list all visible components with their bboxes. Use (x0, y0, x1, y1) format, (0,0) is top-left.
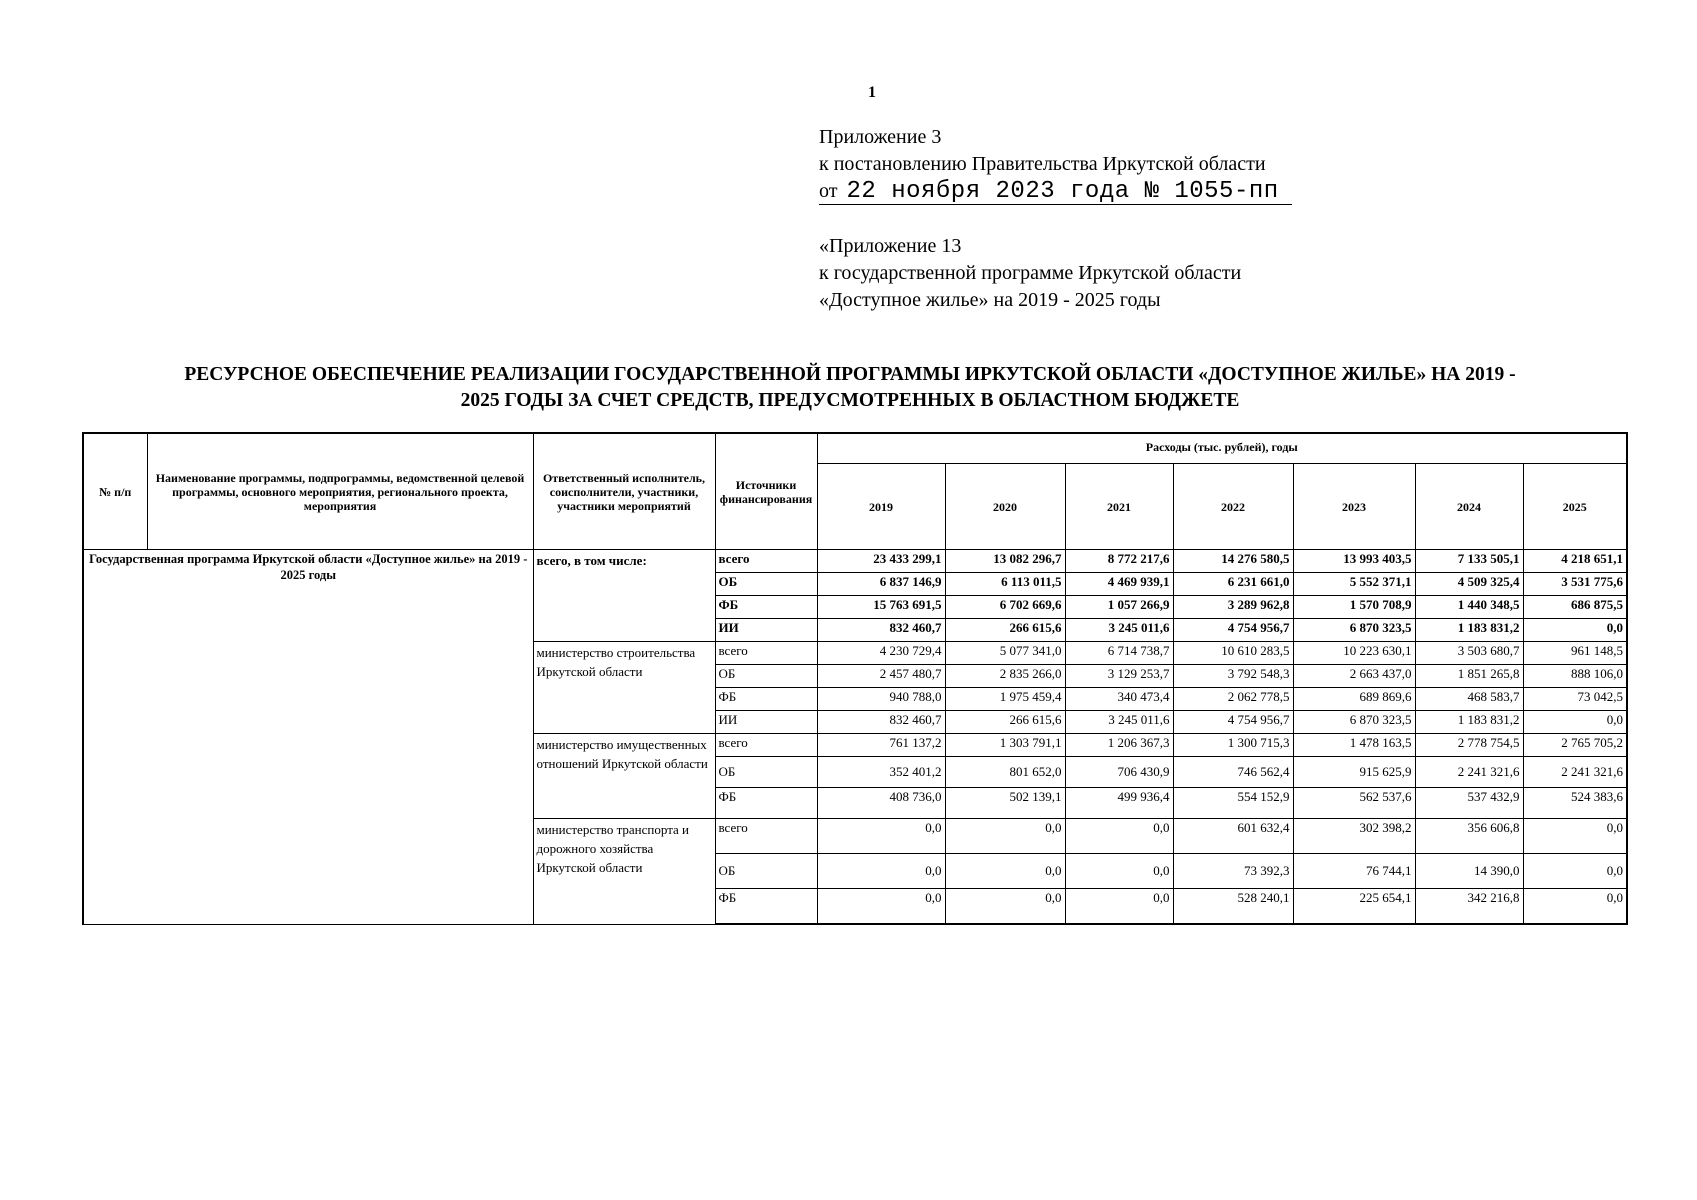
value-cell: 4 754 956,7 (1173, 619, 1293, 642)
value-cell: 562 537,6 (1293, 788, 1415, 819)
program-appendix-block (819, 233, 1241, 314)
value-cell: 6 837 146,9 (817, 573, 945, 596)
value-cell: 6 113 011,5 (945, 573, 1065, 596)
source-cell: ИИ (715, 619, 817, 642)
decree-prefix: от (819, 180, 838, 202)
header-year: 2025 (1523, 464, 1627, 550)
value-cell: 537 432,9 (1415, 788, 1523, 819)
value-cell: 2 457 480,7 (817, 665, 945, 688)
value-cell: 0,0 (1065, 819, 1173, 854)
value-cell: 4 754 956,7 (1173, 711, 1293, 734)
value-cell: 940 788,0 (817, 688, 945, 711)
value-cell: 4 230 729,4 (817, 642, 945, 665)
value-cell: 3 129 253,7 (1065, 665, 1173, 688)
source-cell: ОБ (715, 757, 817, 788)
value-cell: 0,0 (1065, 854, 1173, 889)
header-name: Наименование программы, подпрограммы, ведомственной целевой программы, основного мероприятия, регионального проекта, мероприятия (147, 433, 533, 550)
header-year: 2024 (1415, 464, 1523, 550)
value-cell: 340 473,4 (1065, 688, 1173, 711)
header-year: 2022 (1173, 464, 1293, 550)
value-cell: 352 401,2 (817, 757, 945, 788)
header-executor: Ответственный исполнитель, соисполнители, участники, участники мероприятий (533, 433, 715, 550)
value-cell: 76 744,1 (1293, 854, 1415, 889)
resource-table (82, 432, 1628, 925)
header-year: 2021 (1065, 464, 1173, 550)
value-cell: 0,0 (1523, 889, 1627, 925)
value-cell: 14 276 580,5 (1173, 550, 1293, 573)
value-cell: 4 218 651,1 (1523, 550, 1627, 573)
value-cell: 13 082 296,7 (945, 550, 1065, 573)
value-cell: 0,0 (945, 854, 1065, 889)
value-cell: 356 606,8 (1415, 819, 1523, 854)
source-cell: всего (715, 819, 817, 854)
value-cell: 2 241 321,6 (1415, 757, 1523, 788)
value-cell: 3 245 011,6 (1065, 711, 1173, 734)
source-cell: всего (715, 550, 817, 573)
value-cell: 686 875,5 (1523, 596, 1627, 619)
value-cell: 10 223 630,1 (1293, 642, 1415, 665)
value-cell: 1 303 791,1 (945, 734, 1065, 757)
value-cell: 0,0 (817, 819, 945, 854)
value-cell: 1 975 459,4 (945, 688, 1065, 711)
value-cell: 1 300 715,3 (1173, 734, 1293, 757)
value-cell: 408 736,0 (817, 788, 945, 819)
value-cell: 266 615,6 (945, 711, 1065, 734)
value-cell: 3 792 548,3 (1173, 665, 1293, 688)
table-row (83, 550, 1627, 573)
program-appendix-line-3: «Доступное жилье» на 2019 - 2025 годы (819, 289, 1161, 311)
value-cell: 5 552 371,1 (1293, 573, 1415, 596)
source-cell: всего (715, 642, 817, 665)
value-cell: 524 383,6 (1523, 788, 1627, 819)
value-cell: 502 139,1 (945, 788, 1065, 819)
value-cell: 2 778 754,5 (1415, 734, 1523, 757)
table-header-row (83, 433, 1627, 464)
appendix-line-2: к постановлению Правительства Иркутской области (819, 153, 1266, 175)
value-cell: 1 183 831,2 (1415, 711, 1523, 734)
page-number: 1 (868, 84, 876, 101)
value-cell: 689 869,6 (1293, 688, 1415, 711)
value-cell: 5 077 341,0 (945, 642, 1065, 665)
source-cell: ФБ (715, 889, 817, 925)
value-cell: 706 430,9 (1065, 757, 1173, 788)
program-appendix-line-1: «Приложение 13 (819, 235, 962, 257)
appendix-line-1: Приложение 3 (819, 126, 942, 148)
value-cell: 499 936,4 (1065, 788, 1173, 819)
value-cell: 4 509 325,4 (1415, 573, 1523, 596)
source-cell: всего (715, 734, 817, 757)
value-cell: 1 478 163,5 (1293, 734, 1415, 757)
source-cell: ОБ (715, 573, 817, 596)
value-cell: 73 042,5 (1523, 688, 1627, 711)
value-cell: 14 390,0 (1415, 854, 1523, 889)
executor-cell: министерство строительства Иркутской области (533, 642, 715, 734)
value-cell: 801 652,0 (945, 757, 1065, 788)
value-cell: 15 763 691,5 (817, 596, 945, 619)
value-cell: 0,0 (1523, 854, 1627, 889)
value-cell: 266 615,6 (945, 619, 1065, 642)
header-year: 2020 (945, 464, 1065, 550)
value-cell: 1 206 367,3 (1065, 734, 1173, 757)
value-cell: 23 433 299,1 (817, 550, 945, 573)
document-title (80, 362, 1620, 414)
value-cell: 3 503 680,7 (1415, 642, 1523, 665)
value-cell: 2 765 705,2 (1523, 734, 1627, 757)
source-cell: ИИ (715, 711, 817, 734)
value-cell: 0,0 (945, 889, 1065, 925)
value-cell: 761 137,2 (817, 734, 945, 757)
value-cell: 0,0 (817, 889, 945, 925)
value-cell: 2 241 321,6 (1523, 757, 1627, 788)
source-cell: ФБ (715, 688, 817, 711)
decree-date-number: 22 ноября 2023 года № 1055-пп (846, 178, 1279, 205)
source-cell: ОБ (715, 854, 817, 889)
value-cell: 2 663 437,0 (1293, 665, 1415, 688)
executor-cell: министерство транспорта и дорожного хозяйства Иркутской области (533, 819, 715, 925)
value-cell: 2 835 266,0 (945, 665, 1065, 688)
program-appendix-line-2: к государственной программе Иркутской области (819, 262, 1242, 284)
program-name-cell: Государственная программа Иркутской области «Доступное жилье» на 2019 - 2025 годы (83, 550, 533, 925)
value-cell: 1 440 348,5 (1415, 596, 1523, 619)
value-cell: 0,0 (1523, 711, 1627, 734)
value-cell: 4 469 939,1 (1065, 573, 1173, 596)
value-cell: 0,0 (1523, 819, 1627, 854)
source-cell: ФБ (715, 788, 817, 819)
value-cell: 601 632,4 (1173, 819, 1293, 854)
value-cell: 342 216,8 (1415, 889, 1523, 925)
source-cell: ФБ (715, 596, 817, 619)
value-cell: 746 562,4 (1173, 757, 1293, 788)
appendix-block (819, 124, 1292, 205)
executor-cell: министерство имущественных отношений Иркутской области (533, 734, 715, 819)
value-cell: 528 240,1 (1173, 889, 1293, 925)
header-year: 2023 (1293, 464, 1415, 550)
value-cell: 73 392,3 (1173, 854, 1293, 889)
value-cell: 6 231 661,0 (1173, 573, 1293, 596)
value-cell: 468 583,7 (1415, 688, 1523, 711)
document-title-line-2: 2025 ГОДЫ ЗА СЧЕТ СРЕДСТВ, ПРЕДУСМОТРЕННЫХ В ОБЛАСТНОМ БЮДЖЕТЕ (460, 390, 1240, 411)
value-cell: 1 570 708,9 (1293, 596, 1415, 619)
header-number: № п/п (83, 433, 147, 550)
value-cell: 3 531 775,6 (1523, 573, 1627, 596)
value-cell: 302 398,2 (1293, 819, 1415, 854)
value-cell: 3 245 011,6 (1065, 619, 1173, 642)
value-cell: 7 133 505,1 (1415, 550, 1523, 573)
value-cell: 6 870 323,5 (1293, 711, 1415, 734)
value-cell: 2 062 778,5 (1173, 688, 1293, 711)
value-cell: 0,0 (945, 819, 1065, 854)
value-cell: 1 851 265,8 (1415, 665, 1523, 688)
header-source: Источники финансирования (715, 433, 817, 550)
value-cell: 832 460,7 (817, 711, 945, 734)
header-spend: Расходы (тыс. рублей), годы (817, 433, 1627, 464)
value-cell: 1 057 266,9 (1065, 596, 1173, 619)
value-cell: 225 654,1 (1293, 889, 1415, 925)
value-cell: 888 106,0 (1523, 665, 1627, 688)
value-cell: 6 870 323,5 (1293, 619, 1415, 642)
value-cell: 10 610 283,5 (1173, 642, 1293, 665)
document-title-line-1: РЕСУРСНОЕ ОБЕСПЕЧЕНИЕ РЕАЛИЗАЦИИ ГОСУДАРСТВЕННОЙ ПРОГРАММЫ ИРКУТСКОЙ ОБЛАСТИ «ДОСТУПНОЕ ЖИЛЬЕ» НА 2019 - (184, 364, 1516, 385)
value-cell: 832 460,7 (817, 619, 945, 642)
value-cell: 3 289 962,8 (1173, 596, 1293, 619)
value-cell: 0,0 (817, 854, 945, 889)
value-cell: 1 183 831,2 (1415, 619, 1523, 642)
header-year: 2019 (817, 464, 945, 550)
value-cell: 961 148,5 (1523, 642, 1627, 665)
value-cell: 0,0 (1523, 619, 1627, 642)
decree-reference (819, 179, 1292, 205)
value-cell: 13 993 403,5 (1293, 550, 1415, 573)
value-cell: 6 702 669,6 (945, 596, 1065, 619)
value-cell: 8 772 217,6 (1065, 550, 1173, 573)
executor-cell: всего, в том числе: (533, 550, 715, 642)
value-cell: 6 714 738,7 (1065, 642, 1173, 665)
value-cell: 915 625,9 (1293, 757, 1415, 788)
value-cell: 0,0 (1065, 889, 1173, 925)
value-cell: 554 152,9 (1173, 788, 1293, 819)
source-cell: ОБ (715, 665, 817, 688)
